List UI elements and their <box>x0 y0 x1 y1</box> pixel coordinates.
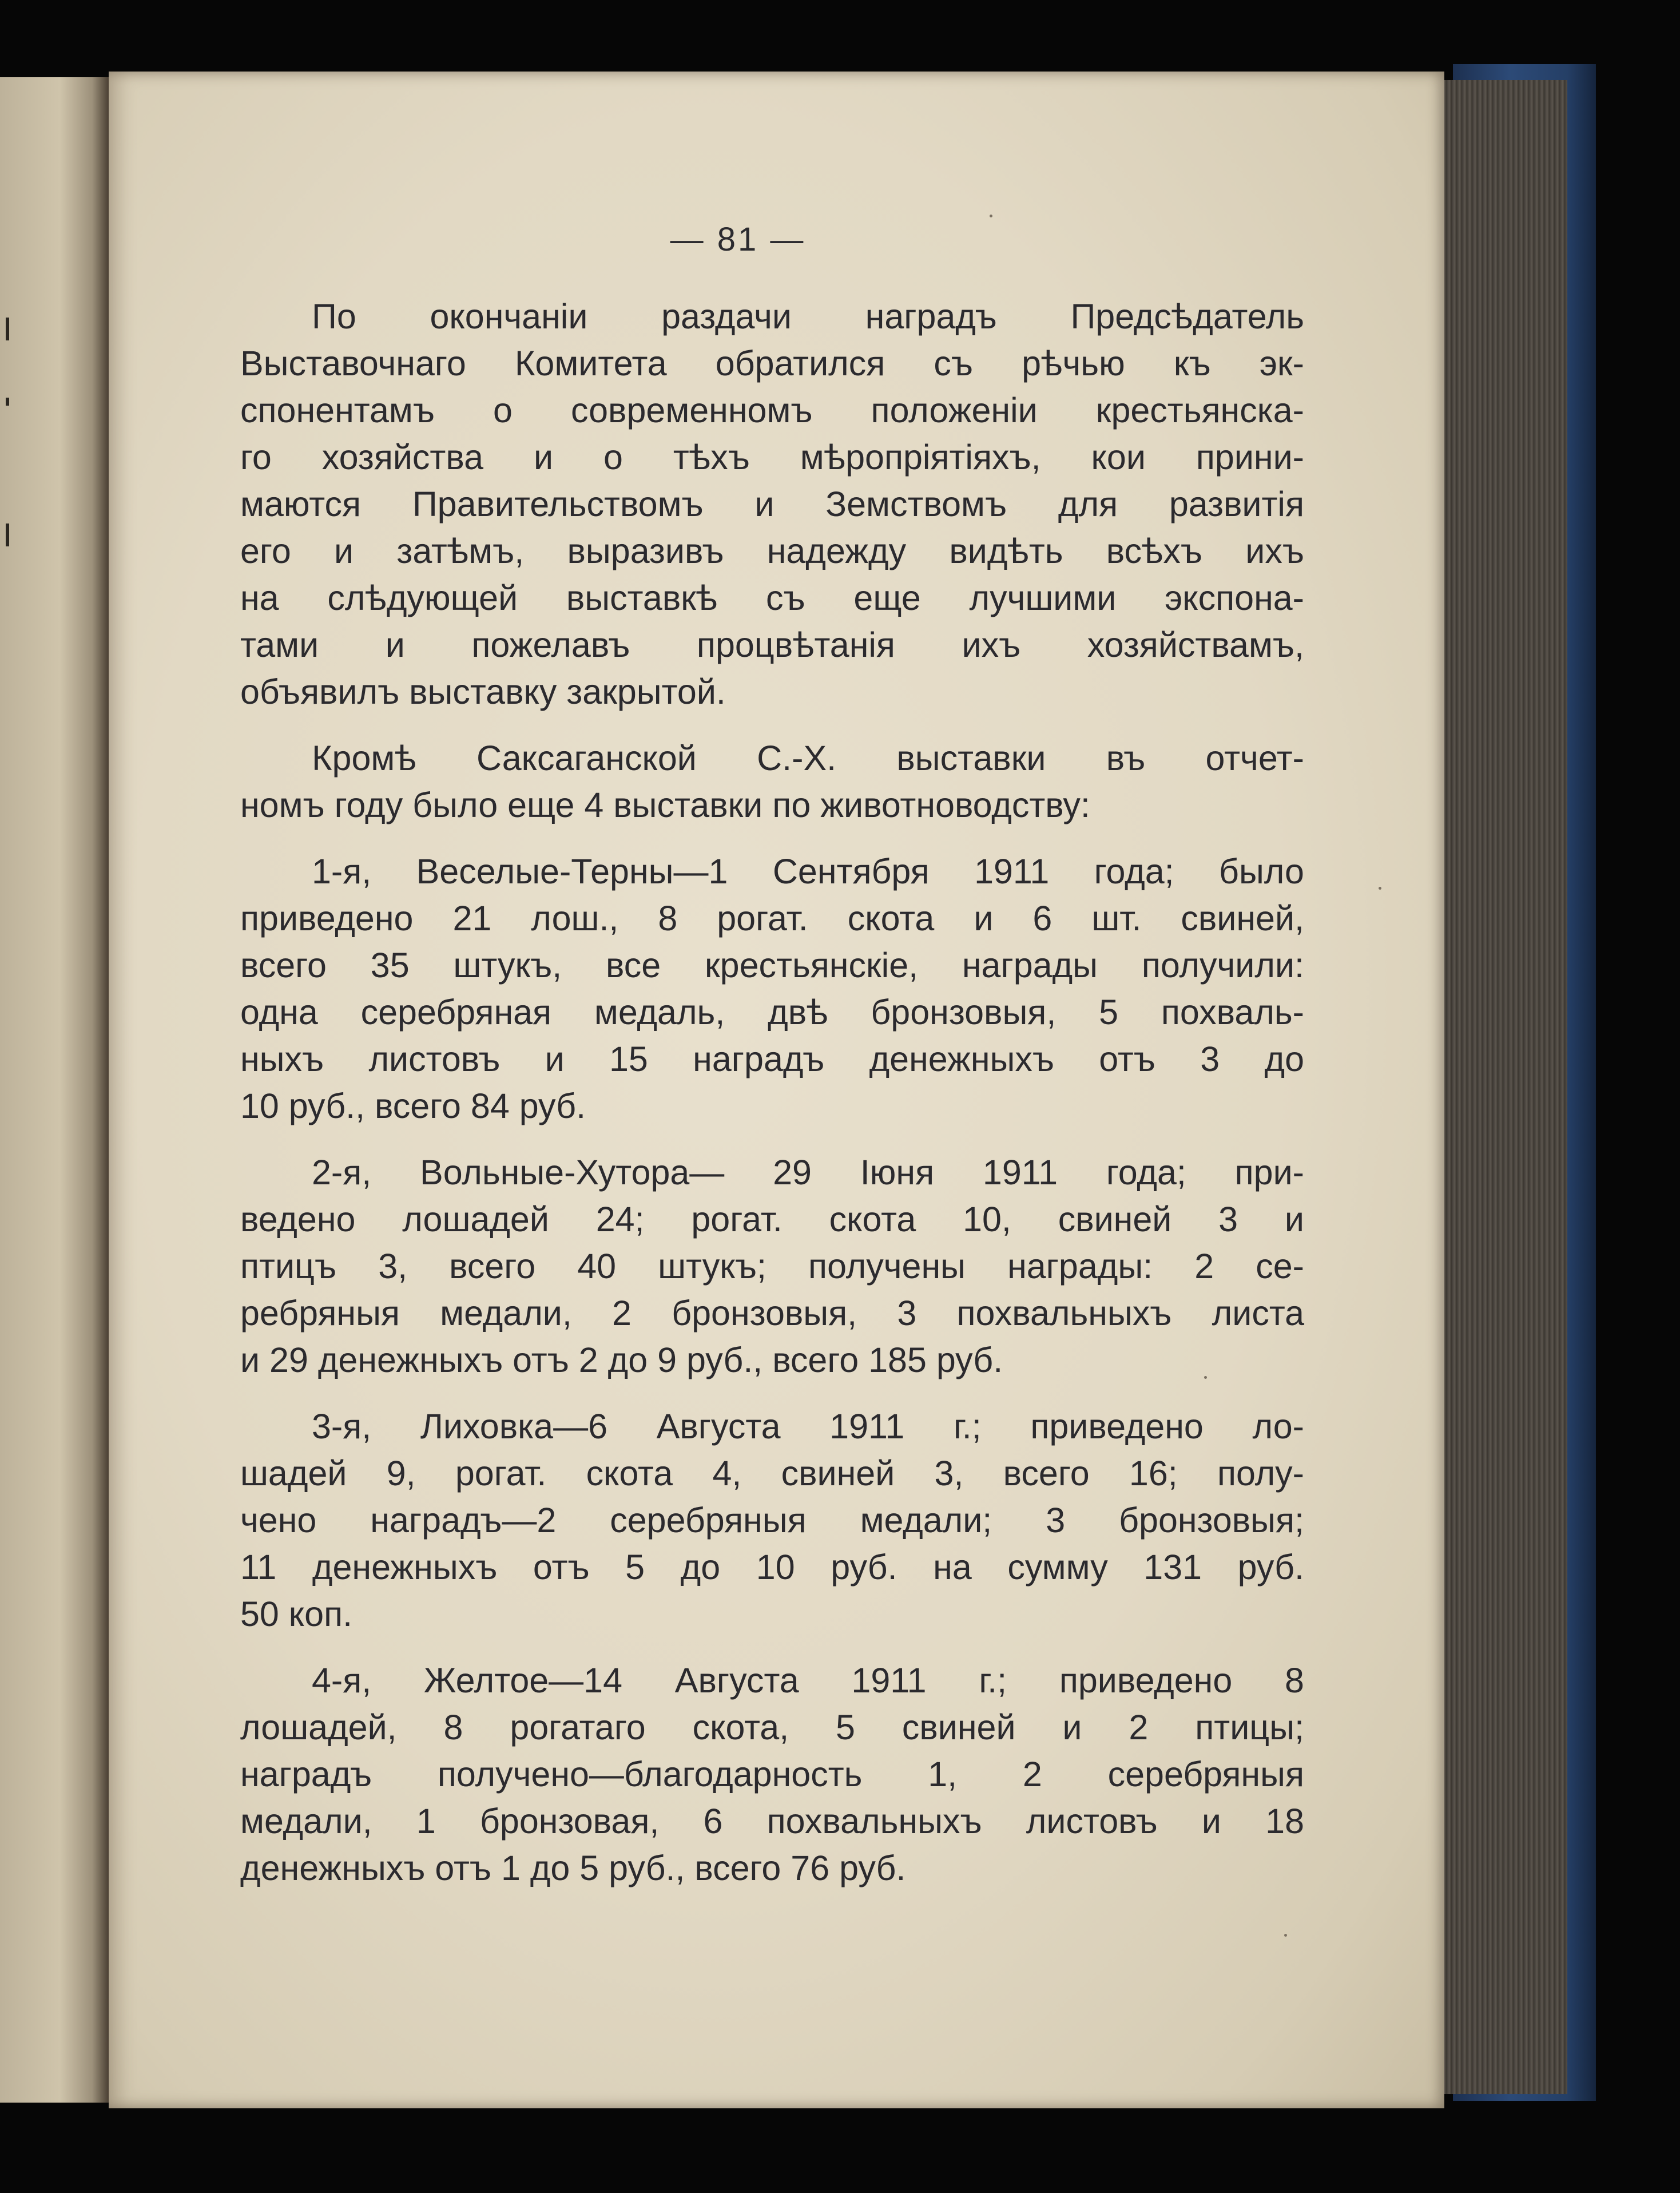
text-line: его и затѣмъ, выразивъ надежду видѣть всѣхъ ихъ <box>240 532 1304 570</box>
page-text-block <box>240 220 1304 1911</box>
paragraph-1 <box>240 293 1304 715</box>
paragraph-3 <box>240 848 1304 1129</box>
text-line: лошадей, 8 рогатаго скота, 5 свиней и 2 птицы; <box>240 1708 1304 1747</box>
text-line: По окончанiи раздачи наградъ Предсѣдатель <box>312 297 1304 336</box>
margin-mark <box>6 318 9 340</box>
text-line: птицъ 3, всего 40 штукъ; получены награды: 2 се- <box>240 1247 1304 1286</box>
margin-mark <box>6 398 9 406</box>
paper-speck <box>1284 1934 1287 1937</box>
paper-speck <box>1379 887 1381 890</box>
paper-speck <box>990 215 992 217</box>
text-line: 50 коп. <box>240 1595 353 1633</box>
previous-page-edge <box>0 77 113 2103</box>
text-line: спонентамъ о современномъ положенiи крестьянска- <box>240 391 1304 430</box>
text-line: 1-я, Веселые-Терны—1 Сентября 1911 года; было <box>312 852 1304 891</box>
text-line: маются Правительствомъ и Земствомъ для развитiя <box>240 485 1304 524</box>
text-line: ведено лошадей 24; рогат. скота 10, свиней 3 и <box>240 1200 1304 1239</box>
text-line: 2-я, Вольные-Хутора— 29 Iюня 1911 года; при- <box>312 1153 1304 1192</box>
text-line: наградъ получено—благодарность 1, 2 серебряныя <box>240 1755 1304 1794</box>
text-line: всего 35 штукъ, все крестьянскiе, награды получили: <box>240 946 1304 985</box>
text-line: медали, 1 бронзовая, 6 похвальныхъ листовъ и 18 <box>240 1802 1304 1841</box>
text-line: ныхъ листовъ и 15 наградъ денежныхъ отъ 3 до <box>240 1040 1304 1078</box>
paragraph-6 <box>240 1657 1304 1891</box>
text-line: Кромѣ Саксаганской С.-Х. выставки въ отчет- <box>312 739 1304 778</box>
text-line: на слѣдующей выставкѣ съ еще лучшими экспона- <box>240 578 1304 617</box>
text-line: ребряныя медали, 2 бронзовыя, 3 похвальныхъ листа <box>240 1294 1304 1333</box>
text-line: го хозяйства и о тѣхъ мѣропрiятiяхъ, кои прини- <box>240 438 1304 477</box>
text-line: объявилъ выставку закрытой. <box>240 672 726 711</box>
text-line: 4-я, Желтое—14 Августа 1911 г.; приведено 8 <box>312 1661 1304 1700</box>
text-line: Выставочнаго Комитета обратился съ рѣчью къ эк- <box>240 344 1304 383</box>
text-line: чено наградъ—2 серебряныя медали; 3 бронзовыя; <box>240 1501 1304 1540</box>
paragraph-4 <box>240 1149 1304 1383</box>
margin-mark <box>6 524 9 546</box>
paragraph-2 <box>240 735 1304 828</box>
paragraph-5 <box>240 1403 1304 1637</box>
text-line: денежныхъ отъ 1 до 5 руб., всего 76 руб. <box>240 1849 906 1887</box>
text-line: номъ году было еще 4 выставки по животноводству: <box>240 786 1090 824</box>
text-line: одна серебряная медаль, двѣ бронзовыя, 5 похваль- <box>240 993 1304 1032</box>
book-page <box>109 72 1444 2108</box>
text-line: 3-я, Лиховка—6 Августа 1911 г.; приведено ло- <box>312 1407 1304 1446</box>
text-line: тами и пожелавъ процвѣтанiя ихъ хозяйствамъ, <box>240 625 1304 664</box>
text-line: 10 руб., всего 84 руб. <box>240 1086 586 1125</box>
page-number: — 81 — <box>670 221 806 258</box>
text-line: приведено 21 лош., 8 рогат. скота и 6 шт. свиней, <box>240 899 1304 938</box>
page-block-edge <box>1436 80 1567 2094</box>
text-line: шадей 9, рогат. скота 4, свиней 3, всего 16; полу- <box>240 1454 1304 1493</box>
text-line: и 29 денежныхъ отъ 2 до 9 руб., всего 185 руб. <box>240 1341 1003 1379</box>
text-line: 11 денежныхъ отъ 5 до 10 руб. на сумму 131 руб. <box>240 1548 1304 1587</box>
